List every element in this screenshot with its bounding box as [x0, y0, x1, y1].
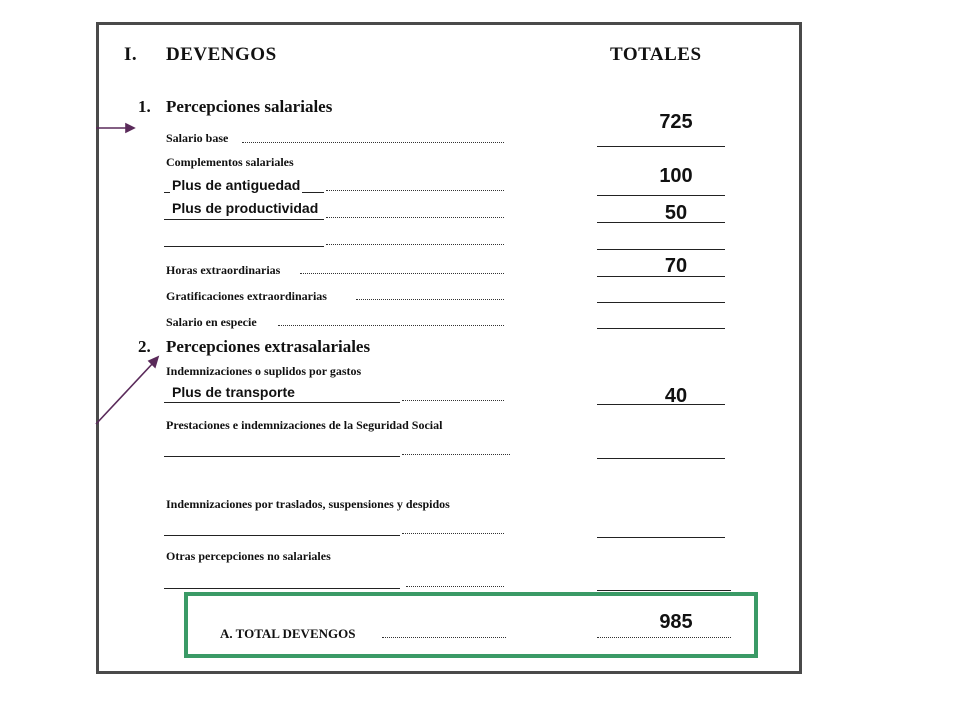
amount-horas-extra: 70 — [664, 255, 688, 277]
label-salario-base: Salario base — [166, 131, 229, 145]
label-gratificaciones: Gratificaciones extraordinarias — [166, 289, 327, 303]
label-indemnizaciones-traslados: Indemnizaciones por traslados, suspensiones y despidos — [166, 497, 450, 511]
group2-number: 2. — [138, 337, 151, 356]
amount-plus-transporte: 40 — [664, 385, 688, 407]
entry-plus-productividad: Plus de productividad — [172, 200, 319, 216]
totals-heading: TOTALES — [610, 44, 702, 65]
label-otras: Otras percepciones no salariales — [166, 549, 331, 563]
entry-plus-antiguedad: Plus de antiguedad — [172, 177, 301, 193]
amount-plus-antiguedad: 100 — [659, 165, 693, 187]
arrow-salario-base — [96, 124, 134, 132]
group2-title: Percepciones extrasalariales — [166, 337, 371, 356]
arrow-extrasalariales — [96, 357, 158, 424]
amount-total: 985 — [659, 611, 693, 633]
label-total-devengos: A. TOTAL DEVENGOS — [220, 626, 356, 641]
entry-plus-transporte: Plus de transporte — [172, 384, 295, 400]
group1-number: 1. — [138, 97, 151, 116]
amount-plus-productividad: 50 — [664, 202, 688, 224]
label-indemnizaciones-gastos: Indemnizaciones o suplidos por gastos — [166, 364, 362, 378]
label-complementos: Complementos salariales — [166, 155, 294, 169]
label-salario-especie: Salario en especie — [166, 315, 257, 329]
section-title: DEVENGOS — [166, 44, 277, 65]
section-number: I. — [124, 44, 138, 65]
label-prestaciones-ss: Prestaciones e indemnizaciones de la Seguridad Social — [166, 418, 443, 432]
label-horas-extra: Horas extraordinarias — [166, 263, 281, 277]
amount-salario-base: 725 — [659, 111, 693, 133]
group1-title: Percepciones salariales — [166, 97, 333, 116]
